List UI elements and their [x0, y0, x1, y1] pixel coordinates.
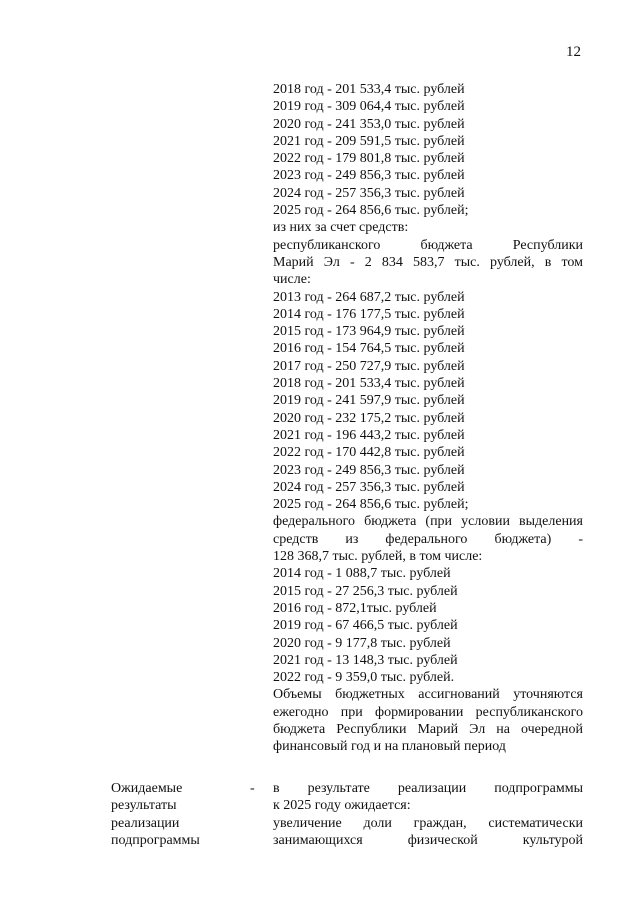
amount-line: 2021 год - 196 443,2 тыс. рублей [273, 427, 465, 443]
federal-budget-line: 128 368,7 тыс. рублей, в том числе: [273, 549, 483, 565]
allocation-note-line: финансовый год и на плановый период [273, 739, 506, 755]
republic-budget-line: республиканского бюджета Республики [273, 237, 583, 253]
allocation-note-line: Объемы бюджетных ассигнований уточняются [273, 687, 583, 703]
federal-budget-line: федерального бюджета (при условии выделения [273, 514, 583, 530]
results-line: увеличение доли граждан, систематически [273, 815, 583, 831]
amount-line: 2016 год - 872,1тыс. рублей [273, 600, 437, 616]
expected-results-label [111, 780, 221, 849]
amount-line: 2022 год - 170 442,8 тыс. рублей [273, 445, 465, 461]
amount-line: 2018 год - 201 533,4 тыс. рублей [273, 82, 465, 97]
results-line: в результате реализации подпрограммы [273, 781, 583, 796]
amount-line: 2020 год - 9 177,8 тыс. рублей [273, 635, 451, 651]
amount-line: 2025 год - 264 856,6 тыс. рублей; [273, 497, 469, 513]
amount-line: 2015 год - 173 964,9 тыс. рублей [273, 324, 465, 340]
amount-line: 2022 год - 9 359,0 тыс. рублей. [273, 670, 455, 686]
amount-line: 2022 год - 179 801,8 тыс. рублей [273, 151, 465, 167]
amount-line: 2024 год - 257 356,3 тыс. рублей [273, 185, 465, 201]
label-line: подпрограммы [111, 832, 200, 848]
separator-dash: - [250, 781, 255, 796]
expected-results-text [273, 780, 583, 849]
amount-line: 2023 год - 249 856,3 тыс. рублей [273, 462, 465, 478]
label-line: результаты [111, 798, 177, 814]
republic-budget-line: числе: [273, 272, 311, 288]
amount-line: 2020 год - 241 353,0 тыс. рублей [273, 116, 465, 132]
amount-line: 2024 год - 257 356,3 тыс. рублей [273, 479, 465, 495]
amount-line: 2023 год - 249 856,3 тыс. рублей [273, 168, 465, 184]
amount-line: 2021 год - 209 591,5 тыс. рублей [273, 133, 465, 149]
label-line: Ожидаемые [111, 781, 183, 796]
amount-line: 2025 год - 264 856,6 тыс. рублей; [273, 203, 469, 219]
amount-line: 2019 год - 67 466,5 тыс. рублей [273, 618, 458, 634]
page-number: 12 [566, 44, 581, 60]
amount-line: 2018 год - 201 533,4 тыс. рублей [273, 376, 465, 392]
amount-line: 2017 год - 250 727,9 тыс. рублей [273, 358, 465, 374]
results-line: к 2025 году ожидается: [273, 798, 411, 814]
label-line: реализации [111, 815, 180, 831]
federal-budget-line: средств из федерального бюджета) - [273, 531, 583, 547]
amount-line: 2015 год - 27 256,3 тыс. рублей [273, 583, 458, 599]
financing-text-block [273, 81, 583, 756]
allocation-note-line: бюджета Республики Марий Эл на очередной [273, 721, 583, 737]
amount-line: 2014 год - 176 177,5 тыс. рублей [273, 306, 465, 322]
amount-line: 2014 год - 1 088,7 тыс. рублей [273, 566, 451, 582]
amount-line: 2016 год - 154 764,5 тыс. рублей [273, 341, 465, 357]
amount-line: 2019 год - 241 597,9 тыс. рублей [273, 393, 465, 409]
sources-intro-line: из них за счет средств: [273, 220, 409, 236]
amount-line: 2019 год - 309 064,4 тыс. рублей [273, 99, 465, 115]
amount-line: 2020 год - 232 175,2 тыс. рублей [273, 410, 465, 426]
allocation-note-line: ежегодно при формировании республиканского [273, 704, 583, 720]
amount-line: 2021 год - 13 148,3 тыс. рублей [273, 652, 458, 668]
republic-budget-line: Марий Эл - 2 834 583,7 тыс. рублей, в том [273, 254, 583, 270]
results-line: занимающихся физической культурой [273, 832, 583, 848]
amount-line: 2013 год - 264 687,2 тыс. рублей [273, 289, 465, 305]
